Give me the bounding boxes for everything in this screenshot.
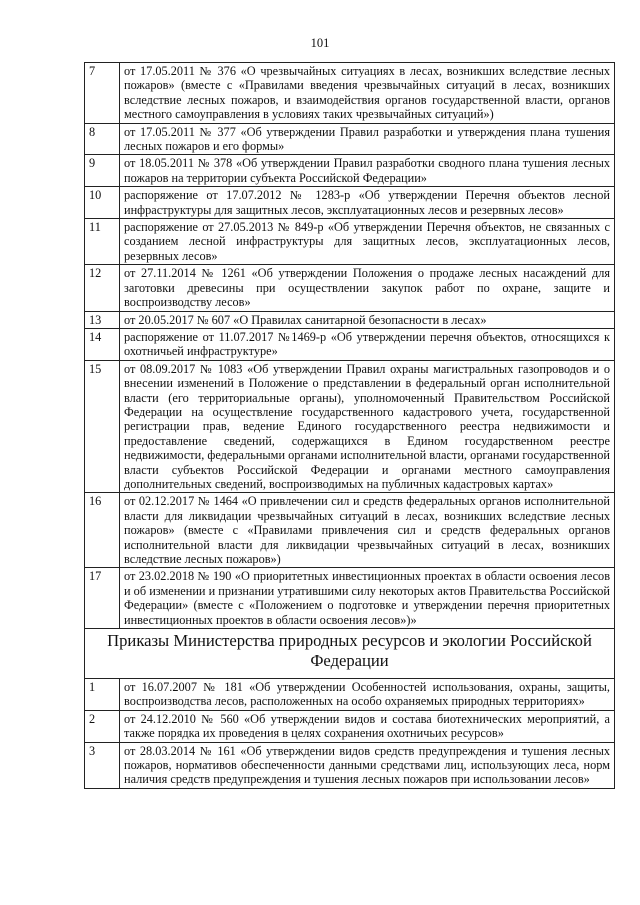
row-text: распоряжение от 11.07.2017 №1469-р «Об утверждении перечня объектов, относящихся к охотничьей инфраструктуре» xyxy=(120,328,615,360)
row-text: от 23.02.2018 № 190 «О приоритетных инвестиционных проектах в области освоения лесов и об изменении и признании утратившими силу некоторых актов Правительства Российской Федерации» (вместе с «Положением о подготовке и утверждении перечня приоритетных инвестиционных проектов в области освоения лесов»)» xyxy=(120,568,615,629)
row-text: от 08.09.2017 № 1083 «Об утверждении Правил охраны магистральных газопроводов и о внесении изменений в Положение о представлении в федеральный орган исполнительной власти (его территориальные органы), уполномоченный Правительством Российской Федерации на осуществление государственного кадастрового учета, государственной регистрации прав, ведение Единого государственного реестра недвижимости и предоставление сведений, содержащихся в Едином государственном реестре недвижимости, федеральными органами исполнительной власти, органами государственной власти субъектов Российской Федерации и органами местного самоуправления дополнительных сведений, воспроизводимых на публичных кадастровых картах» xyxy=(120,360,615,493)
row-text: от 28.03.2014 № 161 «Об утверждении видов средств предупреждения и тушения лесных пожаров, нормативов обеспеченности данными средствами лиц, использующих леса, норм наличия средств предупреждения и тушения лесных пожаров при использовании лесов» xyxy=(120,742,615,788)
row-number: 2 xyxy=(85,710,120,742)
row-text: от 27.11.2014 № 1261 «Об утверждении Положения о продаже лесных насаждений для заготовки древесины при осуществлении закупок работ по охране, защите и воспроизводству лесов» xyxy=(120,265,615,311)
row-number: 12 xyxy=(85,265,120,311)
row-number: 14 xyxy=(85,328,120,360)
row-number: 15 xyxy=(85,360,120,493)
row-number: 17 xyxy=(85,568,120,629)
row-text: распоряжение от 27.05.2013 № 849-р «Об утверждении Перечня объектов, не связанных с созданием лесной инфраструктуры для защитных лесов, эксплуатационных лесов, резервных лесов» xyxy=(120,219,615,265)
row-text: от 17.05.2011 № 377 «Об утверждении Правил разработки и утверждения плана тушения лесных пожаров и его формы» xyxy=(120,123,615,155)
row-number: 3 xyxy=(85,742,120,788)
row-number: 1 xyxy=(85,679,120,711)
ministry-orders-rows xyxy=(85,679,615,789)
section-heading-row xyxy=(85,629,615,679)
row-text: распоряжение от 17.07.2012 № 1283-р «Об утверждении Перечня объектов лесной инфраструктуры для защитных лесов, эксплуатационных лесов и резервных лесов» xyxy=(120,187,615,219)
section-heading: Приказы Министерства природных ресурсов и экологии Российской Федерации xyxy=(85,629,615,679)
table-row xyxy=(85,493,615,568)
table-row xyxy=(85,63,615,124)
row-number: 13 xyxy=(85,311,120,328)
row-number: 16 xyxy=(85,493,120,568)
table-row xyxy=(85,311,615,328)
row-number: 10 xyxy=(85,187,120,219)
table-row xyxy=(85,568,615,629)
row-text: от 17.05.2011 № 376 «О чрезвычайных ситуациях в лесах, возникших вследствие лесных пожаров» (вместе с «Правилами введения чрезвычайных ситуаций в лесах, возникших вследствие лесных пожаров, и взаимодействия органов государственной власти, органов местного самоуправления в условиях таких чрезвычайных ситуаций») xyxy=(120,63,615,124)
table-row xyxy=(85,710,615,742)
government-decrees-rows xyxy=(85,63,615,629)
table-row xyxy=(85,123,615,155)
table-row xyxy=(85,187,615,219)
row-text: от 16.07.2007 № 181 «Об утверждении Особенностей использования, охраны, защиты, воспроизводства лесов, расположенных на особо охраняемых природных территориях» xyxy=(120,679,615,711)
table-row xyxy=(85,265,615,311)
row-number: 9 xyxy=(85,155,120,187)
table-row xyxy=(85,742,615,788)
table-row xyxy=(85,328,615,360)
row-number: 11 xyxy=(85,219,120,265)
table-row xyxy=(85,679,615,711)
row-text: от 02.12.2017 № 1464 «О привлечении сил и средств федеральных органов исполнительной власти для ликвидации чрезвычайных ситуаций в лесах, возникших вследствие лесных пожаров» (вместе с «Правилами привлечения сил и средств федеральных органов исполнительной власти для ликвидации чрезвычайных ситуаций в лесах, возникших вследствие лесных пожаров») xyxy=(120,493,615,568)
page-number: 101 xyxy=(310,36,330,50)
table-row xyxy=(85,360,615,493)
table-row xyxy=(85,155,615,187)
regulations-table xyxy=(84,62,615,789)
row-text: от 18.05.2011 № 378 «Об утверждении Правил разработки сводного плана тушения лесных пожаров на территории субъекта Российской Федерации» xyxy=(120,155,615,187)
row-text: от 20.05.2017 № 607 «О Правилах санитарной безопасности в лесах» xyxy=(120,311,615,328)
row-number: 8 xyxy=(85,123,120,155)
row-number: 7 xyxy=(85,63,120,124)
table-row xyxy=(85,219,615,265)
row-text: от 24.12.2010 № 560 «Об утверждении видов и состава биотехнических мероприятий, а также порядка их проведения в целях сохранения охотничьих ресурсов» xyxy=(120,710,615,742)
